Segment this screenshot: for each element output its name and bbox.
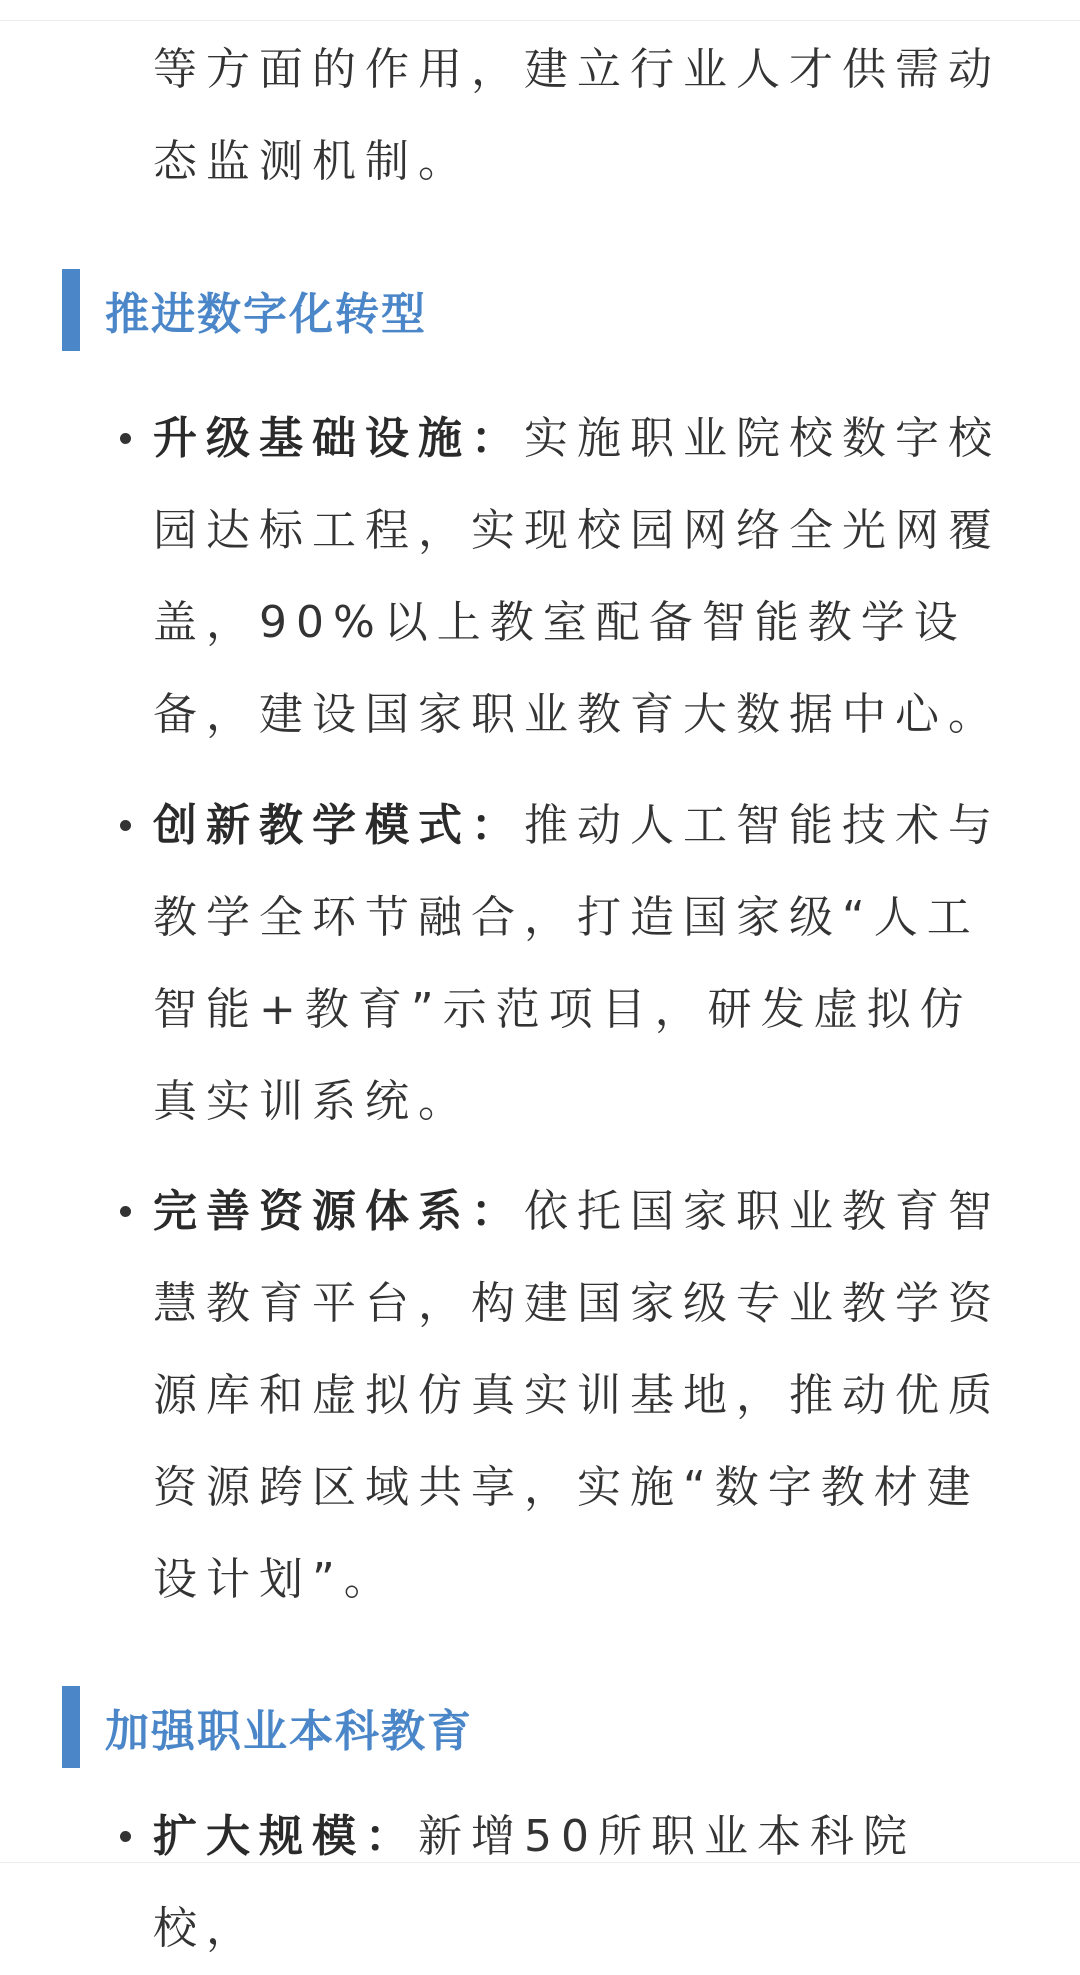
bullet-dot-icon <box>120 433 131 444</box>
section-heading-digital-transformation <box>62 269 427 351</box>
bottom-divider <box>0 1862 1080 1863</box>
list-item-text: 推动人工智能技术与教学全环节融合，打造国家级“人工智能+教育”示范项目，研发虚拟仿真实训系统。 <box>153 800 1001 1127</box>
section-heading-text: 加强职业本科教育 <box>105 1706 473 1757</box>
bullet-dot-icon <box>120 820 131 831</box>
list-item-upgrade-infrastructure <box>120 393 1020 761</box>
list-item-text: 新增50所职业本科院校， <box>153 1811 916 1954</box>
list-item-innovate-teaching <box>120 780 1020 1148</box>
intro-paragraph: 等方面的作用，建立行业人才供需动态监测机制。 <box>153 44 1001 187</box>
section-heading-vocational-undergrad <box>62 1686 473 1768</box>
heading-accent-bar <box>62 269 80 351</box>
list-item-term: 创新教学模式： <box>153 800 524 851</box>
list-item-text: 依托国家职业教育智慧教育平台，构建国家级专业教学资源库和虚拟仿真实训基地，推动优质资源跨区域共享，实施“数字教材建设计划”。 <box>153 1186 1001 1605</box>
bullet-dot-icon <box>120 1831 131 1842</box>
top-divider <box>0 20 1080 21</box>
list-item-term: 扩大规模： <box>153 1811 418 1862</box>
list-item-term: 升级基础设施： <box>153 413 524 464</box>
list-item-resource-system <box>120 1166 1020 1626</box>
heading-accent-bar <box>62 1686 80 1768</box>
list-item-expand-scale <box>120 1791 1020 1975</box>
section-heading-text: 推进数字化转型 <box>105 289 427 340</box>
list-item-term: 完善资源体系： <box>153 1186 524 1237</box>
list-item-text: 实施职业院校数字校园达标工程，实现校园网络全光网覆盖，90%以上教室配备智能教学设备，建设国家职业教育大数据中心。 <box>153 413 1001 740</box>
bullet-dot-icon <box>120 1206 131 1217</box>
